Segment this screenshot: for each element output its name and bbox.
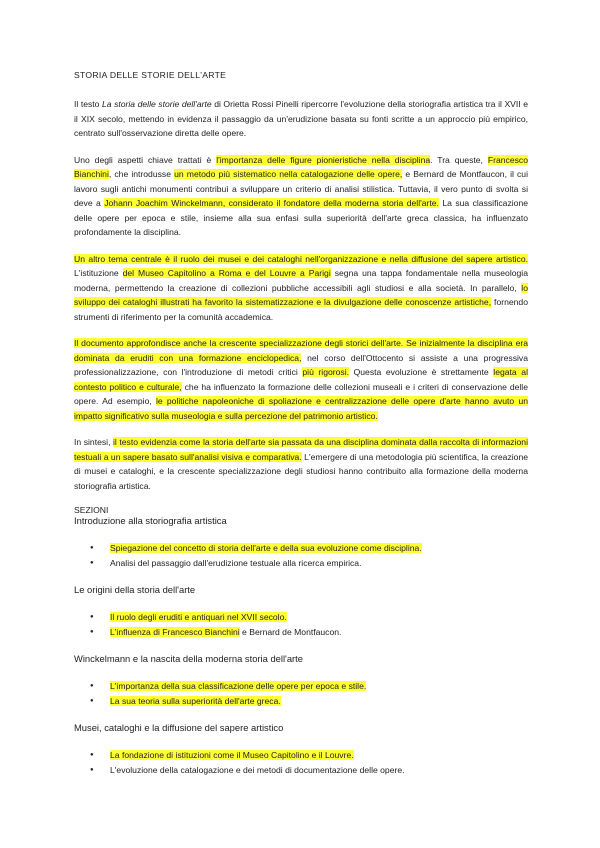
highlight: Spiegazione del concetto di storia dell'arte e della sua evoluzione come disciplina.	[110, 543, 422, 553]
text: fornendo strumenti di riferimento per la comunità accademica.	[74, 297, 528, 322]
text: che ha influenzato la formazione delle collezioni museali e i criteri di conservazione delle opere. Ad esempio,	[74, 381, 528, 406]
document-page	[74, 70, 528, 791]
section-list	[74, 541, 528, 570]
highlight: più rigorosi.	[302, 367, 349, 377]
list-item	[96, 679, 528, 694]
text: e Bernard de Montfaucon.	[239, 626, 342, 637]
paragraph-intro	[74, 97, 528, 141]
document-title: STORIA DELLE STORIE DELL'ARTE	[74, 70, 227, 80]
paragraph-pioneers	[74, 153, 528, 240]
highlight: legata al contesto politico e culturale,	[74, 367, 528, 392]
text: L'evoluzione della catalogazione e dei metodi di documentazione delle opere.	[110, 764, 405, 775]
section-heading: Le origini della storia dell'arte	[74, 584, 196, 595]
highlight: l'importanza delle figure pionieristiche nella disciplina	[216, 154, 431, 165]
highlight: il testo evidenzia come la storia dell'arte sia passata da una disciplina dominata dalla raccolta di informazioni testuali a un sapere basato sull'analisi visiva e comparativa.	[74, 437, 528, 462]
text: Questa evoluzione è strettamente	[349, 367, 494, 377]
section-heading: Introduzione alla storiografia artistica	[74, 515, 227, 526]
highlight: La sua teoria sulla superiorità dell'arte greca.	[110, 695, 281, 706]
paragraph-museums	[74, 252, 528, 325]
sections-label: SEZIONI	[74, 505, 109, 515]
highlight: Johann Joachim Winckelmann, considerato il fondatore della moderna storia dell'arte.	[104, 198, 439, 208]
paragraph-summary	[74, 435, 528, 493]
list-item	[96, 556, 528, 571]
section-list	[74, 748, 528, 777]
section-heading: Musei, cataloghi e la diffusione del sapere artistico	[74, 722, 284, 733]
section-list	[74, 679, 528, 708]
highlight: lo sviluppo dei cataloghi illustrati ha favorito la sistematizzazione e la divulgazione delle conoscenze artistiche,	[74, 282, 528, 307]
highlight: le politiche napoleoniche di spoliazione e centralizzazione delle opere d'arte hanno avuto un impatto significativo sulla museologia e sulla percezione del patrimonio artistico.	[74, 396, 528, 421]
text: L'istituzione	[74, 268, 123, 278]
list-item	[96, 625, 528, 640]
text: segna una tappa fondamentale nella museologia moderna, permettendo la creazione di collezioni pubbliche accessibili agli studiosi e alla società. In parallelo,	[74, 268, 528, 293]
text: , che introdusse	[108, 169, 175, 179]
text: Uno degli aspetti chiave trattati è	[74, 154, 217, 165]
text: L'emergere di una metodologia più scientifica, la creazione di musei e cataloghi, e la crescente specializzazione degli studiosi hanno contribuito alla formazione della moderna storiografia artistica.	[74, 451, 529, 491]
highlight: Un altro tema centrale è il ruolo dei musei e dei cataloghi nell'organizzazione e nella diffusione del sapere artistico.	[74, 253, 528, 264]
text: nel corso dell'Ottocento si assiste a una progressiva professionalizzazione, con l'introduzione di metodi critici	[74, 352, 528, 377]
list-item	[96, 763, 528, 778]
highlight: L'influenza di Francesco Bianchini	[110, 626, 240, 637]
section-list	[74, 610, 528, 639]
list-item	[96, 694, 528, 709]
text: . Tra queste,	[430, 154, 488, 165]
highlight: L'importanza della sua classificazione delle opere per epoca e stile.	[110, 681, 367, 691]
highlight: La fondazione di istituzioni come il Museo Capitolino e il Louvre.	[110, 750, 354, 760]
highlight: un metodo più sistematico nella catalogazione delle opere,	[174, 169, 403, 179]
text: di Orietta Rossi Pinelli ripercorre l'evoluzione della storiografia artistica tra il XVII e il XIX secolo, mettendo in evidenza il passaggio da un'erudizione basata su fonti scritte a un approccio più empirico, centrato sull'osservazione diretta delle opere.	[74, 99, 528, 138]
text: Analisi del passaggio dall'erudizione testuale alla ricerca empirica.	[110, 557, 362, 568]
text: Il testo	[74, 99, 102, 109]
list-item	[96, 541, 528, 556]
text: In sintesi,	[74, 437, 114, 447]
section-heading: Winckelmann e la nascita della moderna storia dell'arte	[74, 653, 303, 664]
text: La sua classificazione delle opere per epoca e stile, insieme alla sua enfasi sulla superiorità dell'arte greca classica, ha influenzato profondamente la disciplina.	[74, 198, 529, 237]
highlight: Il ruolo degli eruditi e antiquari nel XVII secolo.	[110, 612, 287, 622]
text: e Bernard de Montfaucon, il cui lavoro sugli antichi monumenti contribuì a sviluppare un criterio di analisi stilistica. Tuttavia, il vero punto di svolta si deve a	[74, 169, 528, 208]
highlight: Il documento approfondisce anche la crescente specializzazione degli storici dell'arte. Se inizialmente la disciplina era dominata da eruditi con una formazione enciclopedica,	[74, 338, 528, 363]
highlight: Francesco Bianchini	[74, 154, 528, 179]
highlight: del Museo Capitolino a Roma e del Louvre a Parigi	[122, 268, 331, 278]
paragraph-specialization	[74, 336, 528, 423]
list-item	[96, 748, 528, 763]
list-item	[96, 610, 528, 625]
book-title: La storia delle storie dell'arte	[101, 99, 212, 109]
